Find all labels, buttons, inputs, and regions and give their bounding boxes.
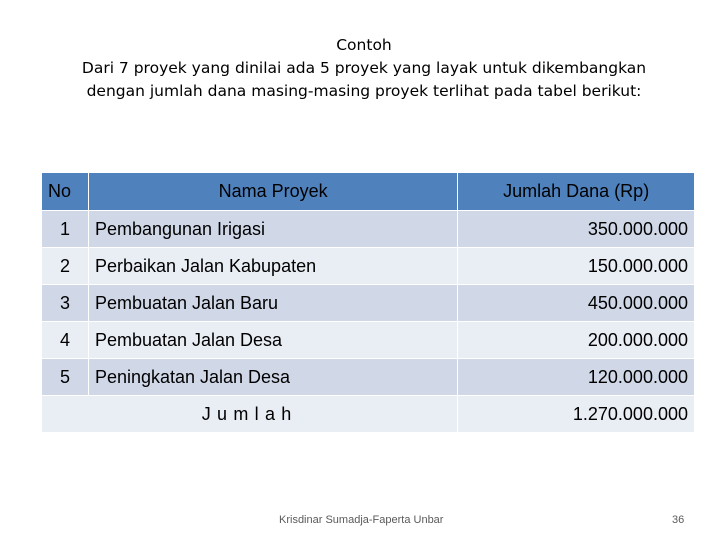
header-amount: Jumlah Dana (Rp) <box>458 173 695 211</box>
cell-name: Pembuatan Jalan Baru <box>88 285 457 322</box>
cell-no: 4 <box>42 322 89 359</box>
footer-author: Krisdinar Sumadja-Faperta Unbar <box>279 514 444 526</box>
title-heading: Contoh <box>336 36 392 54</box>
cell-no: 3 <box>42 285 89 322</box>
header-no: No <box>42 173 89 211</box>
cell-no: 5 <box>42 359 89 396</box>
cell-name: Peningkatan Jalan Desa <box>88 359 457 396</box>
page-number: 36 <box>672 514 685 526</box>
cell-no: 2 <box>42 248 89 285</box>
table-row <box>42 322 695 359</box>
table-row <box>42 285 695 322</box>
cell-amount: 450.000.000 <box>458 285 695 322</box>
total-row <box>42 396 695 433</box>
total-amount: 1.270.000.000 <box>458 396 695 433</box>
table-header-row <box>42 173 695 211</box>
slide-footer <box>0 514 728 530</box>
cell-amount: 120.000.000 <box>458 359 695 396</box>
table-row <box>42 248 695 285</box>
cell-name: Perbaikan Jalan Kabupaten <box>88 248 457 285</box>
cell-name: Pembangunan Irigasi <box>88 211 457 248</box>
header-name: Nama Proyek <box>88 173 457 211</box>
slide-title <box>0 34 728 103</box>
cell-amount: 350.000.000 <box>458 211 695 248</box>
total-label: Jumlah <box>201 403 298 424</box>
cell-name: Pembuatan Jalan Desa <box>88 322 457 359</box>
total-label-cell <box>42 396 458 433</box>
table-row <box>42 211 695 248</box>
cell-no: 1 <box>42 211 89 248</box>
title-line-2: dengan jumlah dana masing-masing proyek terlihat pada tabel berikut: <box>86 82 642 100</box>
project-table <box>41 172 695 433</box>
title-line-1: Dari 7 proyek yang dinilai ada 5 proyek yang layak untuk dikembangkan <box>81 59 647 77</box>
table-row <box>42 359 695 396</box>
cell-amount: 200.000.000 <box>458 322 695 359</box>
cell-amount: 150.000.000 <box>458 248 695 285</box>
